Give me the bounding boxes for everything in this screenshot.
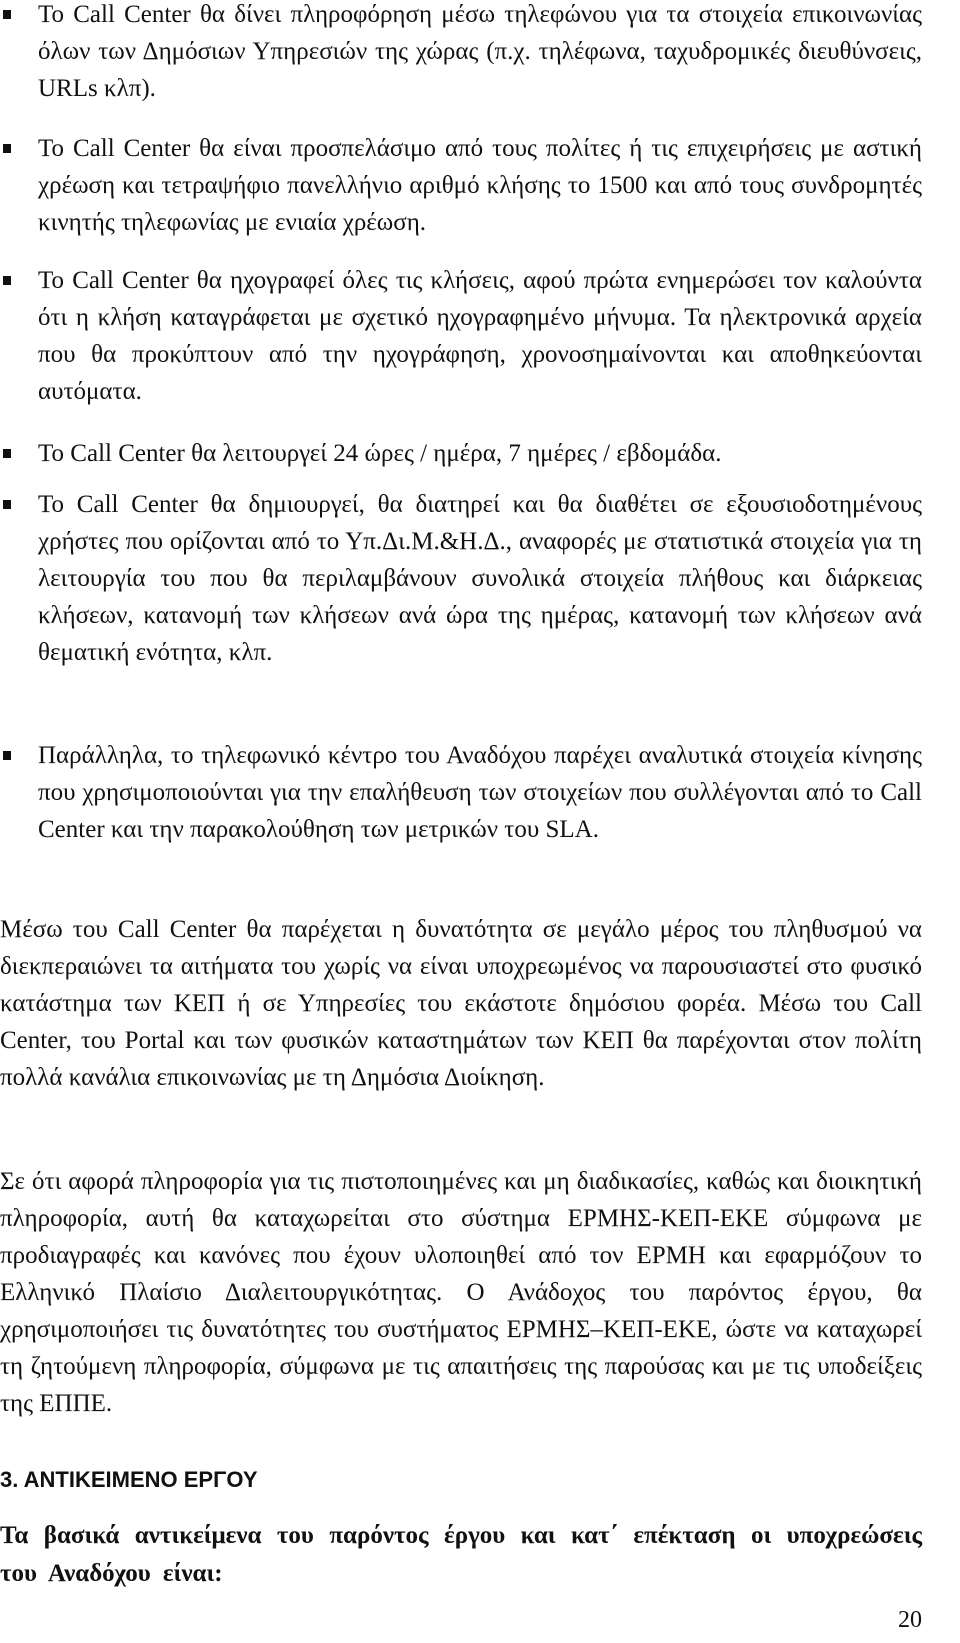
section-intro: Τα βασικά αντικείμενα του παρόντος έργου και κατ΄ επέκταση οι υποχρεώσεις του Αναδόχου είναι:: [0, 1522, 922, 1587]
bullet-text: Παράλληλα, το τηλεφωνικό κέντρο του Αναδόχου παρέχει αναλυτικά στοιχεία κίνησης που χρησιμοποιούνται για την επαλήθευση των στοιχείων που συλλέγονται από το Call Center και την παρακολούθηση των μετρικών του SLA.: [38, 742, 922, 843]
body-paragraph: Μέσω του Call Center θα παρέχεται η δυνατότητα σε μεγάλο μέρος του πληθυσμού να διεκπεραιώνει τα αιτήματα του χωρίς να είναι υποχρεωμένος να παρουσιαστεί στο φυσικό κατάστημα των ΚΕΠ ή σε Υπηρεσίες του εκάστοτε δημόσιου φορέα. Μέσω του Call Center, του Portal και των φυσικών καταστημάτων των ΚΕΠ θα παρέχονται στον πολίτη πολλά κανάλια επικοινωνίας με τη Δημόσια Διοίκηση.: [0, 916, 922, 1091]
square-bullet-icon: [3, 276, 11, 285]
square-bullet-icon: [3, 144, 11, 153]
section-heading: 3. ΑΝΤΙΚΕΙΜΕΝΟ ΕΡΓΟΥ: [0, 1467, 258, 1492]
bullet-item: [0, 737, 960, 848]
bullet-item: [0, 130, 960, 241]
square-bullet-icon: [3, 449, 11, 458]
square-bullet-icon: [3, 500, 11, 509]
bullet-item: [0, 486, 960, 671]
square-bullet-icon: [3, 10, 11, 19]
bullet-text: Το Call Center θα ηχογραφεί όλες τις κλήσεις, αφού πρώτα ενημερώσει τον καλούντα ότι η κλήση καταγράφεται με σχετικό ηχογραφημένο μήνυμα. Τα ηλεκτρονικά αρχεία που θα προκύπτουν από την ηχογράφηση, χρονοσημαίνονται και αποθηκεύονται αυτόματα.: [38, 267, 922, 405]
bullet-text: Το Call Center θα δημιουργεί, θα διατηρεί και θα διαθέτει σε εξουσιοδοτημένους χρήστες που ορίζονται από το Υπ.Δι.Μ.&Η.Δ., αναφορές με στατιστικά στοιχεία για τη λειτουργία του που θα περιλαμβάνουν συνολικά στοιχεία πλήθους και διάρκειας κλήσεων, κατανομή των κλήσεων ανά ώρα της ημέρας, κατανομή των κλήσεων ανά θεματική ενότητα, κλπ.: [38, 491, 922, 666]
bullet-text: Το Call Center θα δίνει πληροφόρηση μέσω τηλεφώνου για τα στοιχεία επικοινωνίας όλων των Δημόσιων Υπηρεσιών της χώρας (π.χ. τηλέφωνα, ταχυδρομικές διευθύνσεις, URLs κλπ).: [38, 1, 922, 102]
bullet-text: Το Call Center θα λειτουργεί 24 ώρες / ημέρα, 7 ημέρες / εβδομάδα.: [38, 440, 722, 467]
square-bullet-icon: [3, 751, 11, 760]
body-paragraph: Σε ότι αφορά πληροφορία για τις πιστοποιημένες και μη διαδικασίες, καθώς και διοικητική πληροφορία, αυτή θα καταχωρείται στο σύστημα ΕΡΜΗΣ-ΚΕΠ-ΕΚΕ σύμφωνα με προδιαγραφές και κανόνες που έχουν υλοποιηθεί από τον ΕΡΜΗ και εφαρμόζουν το Ελληνικό Πλαίσιο Διαλειτουργικότητας. Ο Ανάδοχος του παρόντος έργου, θα χρησιμοποιήσει τις δυνατότητες του συστήματος ΕΡΜΗΣ–ΚΕΠ-ΕΚΕ, ώστε να καταχωρεί τη ζητούμενη πληροφορία, σύμφωνα με τις απαιτήσεις της παρούσας και με τις υποδείξεις της ΕΠΠΕ.: [0, 1168, 922, 1417]
bullet-item: [0, 0, 960, 107]
page-number: 20: [898, 1607, 922, 1633]
bullet-text: Το Call Center θα είναι προσπελάσιμο από τους πολίτες ή τις επιχειρήσεις με αστική χρέωση και τετραψήφιο πανελλήνιο αριθμό κλήσης το 1500 και από τους συνδρομητές κινητής τηλεφωνίας με ενιαία χρέωση.: [38, 135, 922, 236]
bullet-item: [0, 435, 960, 472]
bullet-item: [0, 262, 960, 410]
